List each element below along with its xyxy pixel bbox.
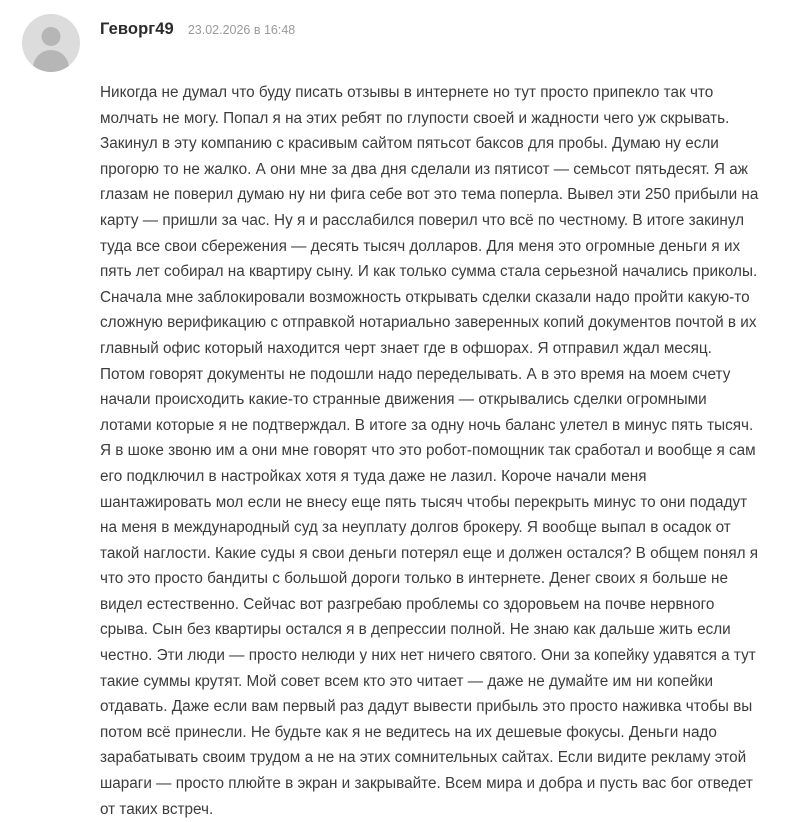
avatar-body-shape — [33, 50, 69, 72]
review-body-text: Никогда не думал что буду писать отзывы в интернете но тут просто припекло так что молчать не могу. Попал я на этих ребят по глупости своей и жадности чего уж скрывать. Закинул в эту компанию с красивым сайтом пятьсот баксов для пробы. Думаю ну если прогорю то не жалко. А они мне за два дня сделали из пятисот — семьсот пятьдесят. Я аж глазам не поверил думаю ну ни фига себе вот это тема поперла. Вывел эти 250 прибыли на карту — пришли за час. Ну я и расслабился поверил что всё по честному. В итоге закинул туда все свои сбережения — десять тысяч долларов. Для меня это огромные деньги я их пять лет собирал на квартиру сыну. И как только сумма стала серьезной начались приколы. Сначала мне заблокировали возможность открывать сделки сказали надо пройти какую-то сложную верификацию с отправкой нотариально заверенных копий документов почтой в их главный офис который находится черт знает где в офшорах. Я отправил ждал месяц. Потом говорят документы не подошли надо переделывать. А в это время на моем счету начали происходить какие-то странные движения — открывались сделки огромными лотами которые я не подтверждал. В итоге за одну ночь баланс улетел в минус пять тысяч. Я в шоке звоню им а они мне говорят что это робот-помощник так сработал и вообще я сам его подключил в настройках хотя я туда даже не лазил. Короче начали меня шантажировать мол если не внесу еще пять тысяч чтобы перекрыть минус то они подадут на меня в международный суд за неуплату долгов брокеру. Я вообще выпал в осадок от такой наглости. Какие суды я свои деньги потерял еще и должен остался? В общем понял я что это просто бандиты с большой дороги только в интернете. Денег своих я больше не видел естественно. Сейчас вот разгребаю проблемы со здоровьем на почве нервного срыва. Сын без квартиры остался я в депрессии полной. Не знаю как дальше жить если честно. Эти люди — просто нелюди у них нет ничего святого. Они за копейку удавятся а тут такие суммы крутят. Мой совет всем кто это читает — даже не думайте им ни копейки отдавать. Даже если вам первый раз дадут вывести прибыль это просто наживка чтобы вы потом всё принесли. Не будьте как я не ведитесь на их дешевые фокусы. Деньги надо зарабатывать своим трудом а не на этих сомнительных сайтах. Если видите рекламу этой шараги — просто плюйте в экран и закрывайте. Всем мира и добра и пусть вас бог отведет от таких встреч. — [100, 84, 763, 818]
review-timestamp: 23.02.2026 в 16:48 — [187, 23, 296, 37]
review-author-name: Геворг49 — [100, 20, 174, 38]
review-header — [22, 14, 765, 72]
user-avatar-placeholder-icon — [22, 14, 80, 72]
review-meta — [80, 14, 295, 39]
avatar-head-shape — [42, 27, 61, 46]
